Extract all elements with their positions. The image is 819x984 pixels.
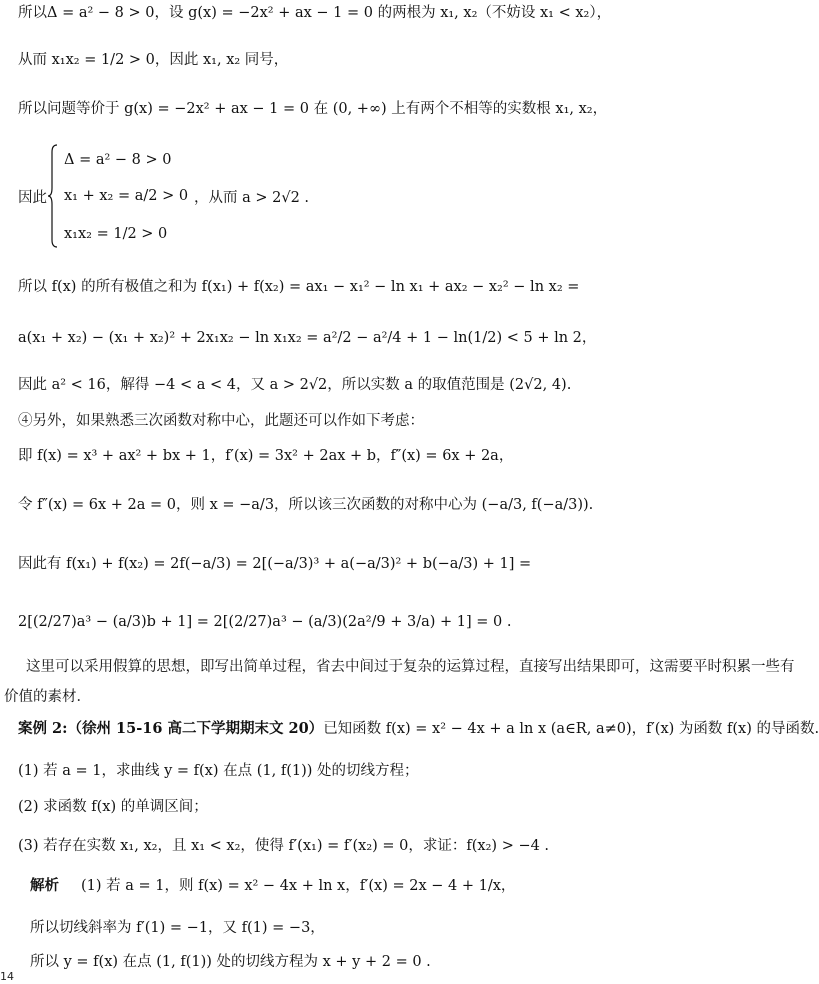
text-line-11: 2[(2/27)a³ − (a/3)b + 1] = 2[(2/27)a³ − (a/3)(2a²/9 + 3/a) + 1] = 0 . [18, 614, 512, 630]
question-1: (1) 若 a = 1，求曲线 y = f(x) 在点 (1, f(1)) 处的切线方程； [18, 763, 419, 779]
solution-line-3: 所以 y = f(x) 在点 (1, f(1)) 处的切线方程为 x + y + 2 = 0 . [30, 954, 431, 970]
solution-line [0, 876, 750, 896]
equation-system [18, 142, 718, 252]
question-3: (3) 若存在实数 x₁, x₂，且 x₁ < x₂，使得 f′(x₁) = f′(x₂) = 0，求证：f(x₂) > −4 . [18, 838, 550, 854]
text-line-3: 所以问题等价于 g(x) = −2x² + ax − 1 = 0 在 (0, +∞) 上有两个不相等的实数根 x₁, x₂， [18, 101, 608, 117]
system-item-3: x₁x₂ = 1/2 > 0 [64, 226, 168, 242]
example-title: 案例 2:（徐州 15-16 高二下学期期末文 20） [18, 720, 324, 737]
text-line-5: a(x₁ + x₂) − (x₁ + x₂)² + 2x₁x₂ − ln x₁x₂ = a²/2 − a²/4 + 1 − ln(1/2) < 5 + ln 2， [18, 330, 597, 346]
solution-line-2: 所以切线斜率为 f′(1) = −1，又 f(1) = −3， [30, 920, 325, 936]
text-line-9: 令 f″(x) = 6x + 2a = 0，则 x = −a/3，所以该三次函数的对称中心为 (−a/3, f(−a/3)). [18, 497, 594, 513]
page-number: 14 [0, 970, 14, 983]
system-item-2: x₁ + x₂ = a/2 > 0 [64, 188, 189, 204]
question-2: (2) 求函数 f(x) 的单调区间； [18, 799, 208, 815]
text-line-13: 价值的素材． [4, 689, 91, 705]
text-line-6: 因此 a² < 16，解得 −4 < a < 4，又 a > 2√2，所以实数 a 的取值范围是 (2√2, 4). [18, 377, 572, 393]
text-line-7: ④另外，如果熟悉三次函数对称中心，此题还可以作如下考虑： [18, 413, 424, 429]
left-brace-icon [48, 144, 58, 248]
example-text: 已知函数 f(x) = x² − 4x + a ln x (a∈R, a≠0)，f′(x) 为函数 f(x) 的导函数. [323, 721, 819, 737]
system-item-1: Δ = a² − 8 > 0 [64, 152, 172, 168]
text-line-1: 所以Δ = a² − 8 > 0，设 g(x) = −2x² + ax − 1 = 0 的两根为 x₁, x₂（不妨设 x₁ < x₂）， [18, 5, 612, 21]
text-line-10: 因此有 f(x₁) + f(x₂) = 2f(−a/3) = 2[(−a/3)³ + a(−a/3)² + b(−a/3) + 1] = [18, 556, 532, 572]
system-conclusion: ，从而 a > 2√2 . [194, 190, 310, 206]
text-line-4: 所以 f(x) 的所有极值之和为 f(x₁) + f(x₂) = ax₁ − x₁² − ln x₁ + ax₂ − x₂² − ln x₂ = [18, 279, 580, 295]
system-label: 因此 [18, 190, 47, 206]
solution-label: 解析 [30, 877, 59, 894]
example-line [0, 719, 819, 739]
text-line-12: 这里可以采用假算的思想，即写出简单过程，省去中间过于复杂的运算过程，直接写出结果即可，这需要平时积累一些有 [26, 659, 795, 675]
solution-text: (1) 若 a = 1，则 f(x) = x² − 4x + ln x，f′(x) = 2x − 4 + 1/x， [81, 878, 516, 894]
text-line-8: 即 f(x) = x³ + ax² + bx + 1，f′(x) = 3x² + 2ax + b，f″(x) = 6x + 2a， [18, 448, 514, 464]
text-line-2: 从而 x₁x₂ = 1/2 > 0，因此 x₁, x₂ 同号， [18, 52, 289, 68]
